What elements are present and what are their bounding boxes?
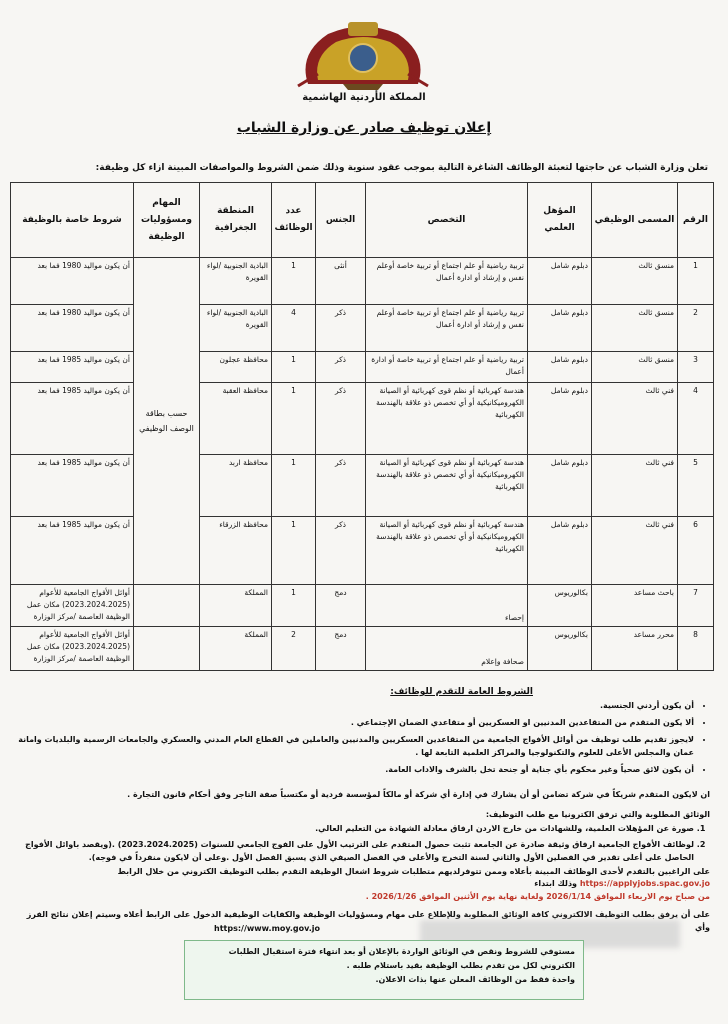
cell-qual: دبلوم شامل	[528, 455, 592, 517]
cell-count: 1	[272, 352, 316, 383]
application-dates: من صباح يوم الاربعاء الموافق 2026/1/14 ولغاية نهاية يوم الأثنين الموافق 2026/1/26 .	[365, 892, 710, 901]
cell-spec: صحافة وإعلام	[366, 627, 528, 671]
note-line: واحدة فقط من الوظائف المعلن عنها بذات الاعلان.	[375, 975, 575, 984]
list-item: 1. صورة عن المؤهلات العلمية، وللشهادات من خارج الاردن ارفاق معادلة الشهادة من التعليم العالي.	[4, 822, 694, 835]
apply-link[interactable]: https://applyjobs.spac.gov.jo	[579, 879, 710, 888]
cell-conditions: أن يكون مواليد 1980 فما بعد	[11, 258, 134, 305]
cell-num: 8	[678, 627, 714, 671]
cell-qual: بكالوريوس	[528, 585, 592, 627]
cell-qual: دبلوم شامل	[528, 352, 592, 383]
note-line: مستوفي للشروط ونقص في الوثائق الواردة بالإعلان أو بعد انتهاء فترة استقبال الطلبات	[228, 947, 575, 956]
cell-num: 3	[678, 352, 714, 383]
list-item: 2. لوظائف الأفواج الجامعية ارفاق وثيقة صادرة عن الجامعة تثبت حصول المتقدم على الترتيب الأول على الفوج الجامعي للسنوات (2023.2024.2025) .(ويقصد باوائل الأفواج الحاصل على أعلى تقدير في الفصلين الأول والثاني لسنة التخرج والأعلى في الفصل الصيفي الذي يسبق الفصل الأول .وعلى أن لايكون منفرداً في فوجه).	[4, 838, 694, 864]
list-item: • ألا يكون المتقدم من المتقاعدين المدنيين او العسكريين أو متقاعدي الضمان الإجتماعي .	[4, 716, 694, 729]
cell-qual: دبلوم شامل	[528, 517, 592, 585]
cell-conditions: أوائل الأفواج الجامعية للأعوام (2023.2024.2025) مكان عمل الوظيفة العاصمة /مركز الوزارة	[11, 585, 134, 627]
apply-suffix: وذلك ابتداء	[534, 879, 578, 888]
cell-duties-empty	[134, 627, 200, 671]
partnership-condition: ان لايكون المتقدم شريكاً في شركة تضامن أو أن يشارك في إدارة أي شركة أو مالكاً لمؤسسة فردية أو مكتسباً صفة التاجر وفق أحكام قانون التجارة .	[127, 790, 710, 799]
cell-title: منسق ثالث	[592, 258, 678, 305]
cell-qual: دبلوم شامل	[528, 383, 592, 455]
cell-title: منسق ثالث	[592, 352, 678, 383]
table-row	[11, 383, 714, 455]
cell-count: 1	[272, 517, 316, 585]
table-row	[11, 585, 714, 627]
general-conditions-list	[4, 699, 710, 780]
header-duties: المهام ومسؤوليات الوظيفة	[134, 183, 200, 258]
kingdom-name: المملكة الأردنية الهاشمية	[302, 92, 426, 103]
note-line: الكتروني لكل من تقدم بطلب الوظيفة بقيد باستلام طلبه .	[346, 961, 575, 970]
cell-qual: دبلوم شامل	[528, 305, 592, 352]
list-item: • لايجوز تقديم طلب توظيف من أوائل الأفواج الجامعية من المتقاعدين العسكريين والمدنيين والعاملين في القطاع العام المدني والعسكري والجامعات الرسمية والبلديات وامانة عمان والمجلس الأعلى للعلوم والتكنولوجيا والمراكز العلمية التابعة لها .	[4, 733, 694, 759]
table-row	[11, 352, 714, 383]
cell-region: محافظة الزرقاء	[200, 517, 272, 585]
cell-title: فني ثالث	[592, 455, 678, 517]
cell-count: 1	[272, 455, 316, 517]
header-conditions: شروط خاصة بالوظيفة	[11, 183, 134, 258]
cell-conditions: أن يكون مواليد 1985 فما بعد	[11, 455, 134, 517]
cell-region: البادية الجنوبية /لواء القويرة	[200, 305, 272, 352]
cell-num: 4	[678, 383, 714, 455]
apply-instructions	[20, 866, 710, 890]
cell-region: محافظة عجلون	[200, 352, 272, 383]
header-count: عدد الوظائف	[272, 183, 316, 258]
cell-spec: تربية رياضية أو علم اجتماع أو تربية خاصة أوعلم نفس و إرشاد أو ادارة أعمال	[366, 305, 528, 352]
cell-gender: دمج	[316, 585, 366, 627]
list-item: • أن يكون أردني الجنسية.	[4, 699, 694, 712]
cell-gender: ذكر	[316, 352, 366, 383]
cell-num: 6	[678, 517, 714, 585]
cell-gender: ذكر	[316, 517, 366, 585]
cell-count: 4	[272, 305, 316, 352]
cell-region: المملكة	[200, 585, 272, 627]
cell-conditions: أن يكون مواليد 1980 فما بعد	[11, 305, 134, 352]
table-row	[11, 305, 714, 352]
table-row	[11, 455, 714, 517]
cell-num: 5	[678, 455, 714, 517]
cell-region: المملكة	[200, 627, 272, 671]
header-gender: الجنس	[316, 183, 366, 258]
cell-spec: هندسة كهربائية أو نظم قوى كهربائية أو الصيانة الكهروميكانيكية أو أي تخصص ذو علاقة بالهندسة الكهربائية	[366, 383, 528, 455]
documents-heading: الوثائق المطلوبة والتي ترفق الكترونيا مع طلب التوظيف:	[485, 810, 710, 819]
cell-count: 1	[272, 258, 316, 305]
apply-text: على الراغبين بالتقدم لأحدى الوظائف المبينة بأعلاه وممن تتوفرلديهم متطلبات شروط اشغال الوظيفة التقدم بطلب التوظيف الكتروني من خلال الرابط	[117, 867, 710, 876]
cell-spec: هندسة كهربائية أو نظم قوى كهربائية أو الصيانة الكهروميكانيكية أو أي تخصص ذو علاقة بالهندسة الكهربائية	[366, 455, 528, 517]
table-row	[11, 258, 714, 305]
list-item: • أن يكون لائق صحياً وغير محكوم بأي جناية أو جنحة تخل بالشرف والاداب العامة.	[4, 763, 694, 776]
cell-title: محرر مساعد	[592, 627, 678, 671]
announcement-title: إعلان توظيف صادر عن وزارة الشباب	[236, 120, 492, 136]
coat-of-arms-icon	[288, 14, 438, 92]
intro-text: تعلن وزارة الشباب عن حاجتها لتعبئة الوظائف الشاغرة التالية بموجب عقود سنوية وذلك ضمن الشروط والمواصفات المبينة ازاء كل وظيفة:	[95, 163, 708, 173]
cell-title: فني ثالث	[592, 517, 678, 585]
cell-count: 1	[272, 383, 316, 455]
cell-conditions: أن يكون مواليد 1985 فما بعد	[11, 517, 134, 585]
cell-count: 1	[272, 585, 316, 627]
cell-region: محافظة العقبة	[200, 383, 272, 455]
ministry-website-link[interactable]: https://www.moy.gov.jo	[214, 924, 320, 933]
cell-gender: ذكر	[316, 383, 366, 455]
cell-spec: هندسة كهربائية أو نظم قوى كهربائية أو الصيانة الكهروميكانيكية أو أي تخصص ذو علاقة بالهندسة الكهربائية	[366, 517, 528, 585]
cell-duties-empty	[134, 585, 200, 627]
cell-gender: ذكر	[316, 455, 366, 517]
cell-num: 7	[678, 585, 714, 627]
cell-conditions: أوائل الأفواج الجامعية للأعوام (2023.2024.2025) مكان عمل الوظيفة العاصمة /مركز الوزارة	[11, 627, 134, 671]
cell-conditions: أن يكون مواليد 1985 فما بعد	[11, 352, 134, 383]
cell-title: فني ثالث	[592, 383, 678, 455]
cell-spec: تربية رياضية أو علم اجتماع أو تربية خاصة أوعلم نفس و إرشاد أو ادارة أعمال	[366, 258, 528, 305]
cell-region: محافظة اربد	[200, 455, 272, 517]
table-row	[11, 627, 714, 671]
table-row	[11, 517, 714, 585]
cell-qual: دبلوم شامل	[528, 258, 592, 305]
header-title: المسمى الوظيفي	[592, 183, 678, 258]
header-region: المنطقة الجغرافية	[200, 183, 272, 258]
cell-num: 2	[678, 305, 714, 352]
cell-spec: تربية رياضية أو علم اجتماع أو تربية خاصة أو ادارة أعمال	[366, 352, 528, 383]
notes-box	[184, 940, 584, 1000]
cell-region: البادية الجنوبية /لواء القويرة	[200, 258, 272, 305]
table-header-row	[11, 183, 714, 258]
cell-duties: حسب بطاقة الوصف الوظيفي	[134, 258, 200, 585]
cell-qual: بكالوريوس	[528, 627, 592, 671]
cell-num: 1	[678, 258, 714, 305]
cell-gender: دمج	[316, 627, 366, 671]
cell-title: باحث مساعد	[592, 585, 678, 627]
header-num: الرقم	[678, 183, 714, 258]
header-spec: التخصص	[366, 183, 528, 258]
cell-title: منسق ثالث	[592, 305, 678, 352]
cell-spec: إحصاء	[366, 585, 528, 627]
general-conditions-heading: الشروط العامة للتقدم للوظائف:	[390, 687, 533, 697]
cell-gender: أنثى	[316, 258, 366, 305]
cell-conditions: أن يكون مواليد 1985 فما بعد	[11, 383, 134, 455]
cell-count: 2	[272, 627, 316, 671]
documents-list	[4, 822, 714, 867]
cell-gender: ذكر	[316, 305, 366, 352]
followup-text: على أن يرفق بطلب التوظيف الالكتروني كافة الوثائق المطلوبة وللإطلاع على مهام ومسؤوليات الوظيفة والكفايات الوظيفية الدخول على الرابط أعلاه وسيتم إعلان نتائج الفرز وأي	[26, 910, 710, 932]
header-qual: المؤهل العلمي	[528, 183, 592, 258]
jobs-table	[10, 182, 714, 671]
